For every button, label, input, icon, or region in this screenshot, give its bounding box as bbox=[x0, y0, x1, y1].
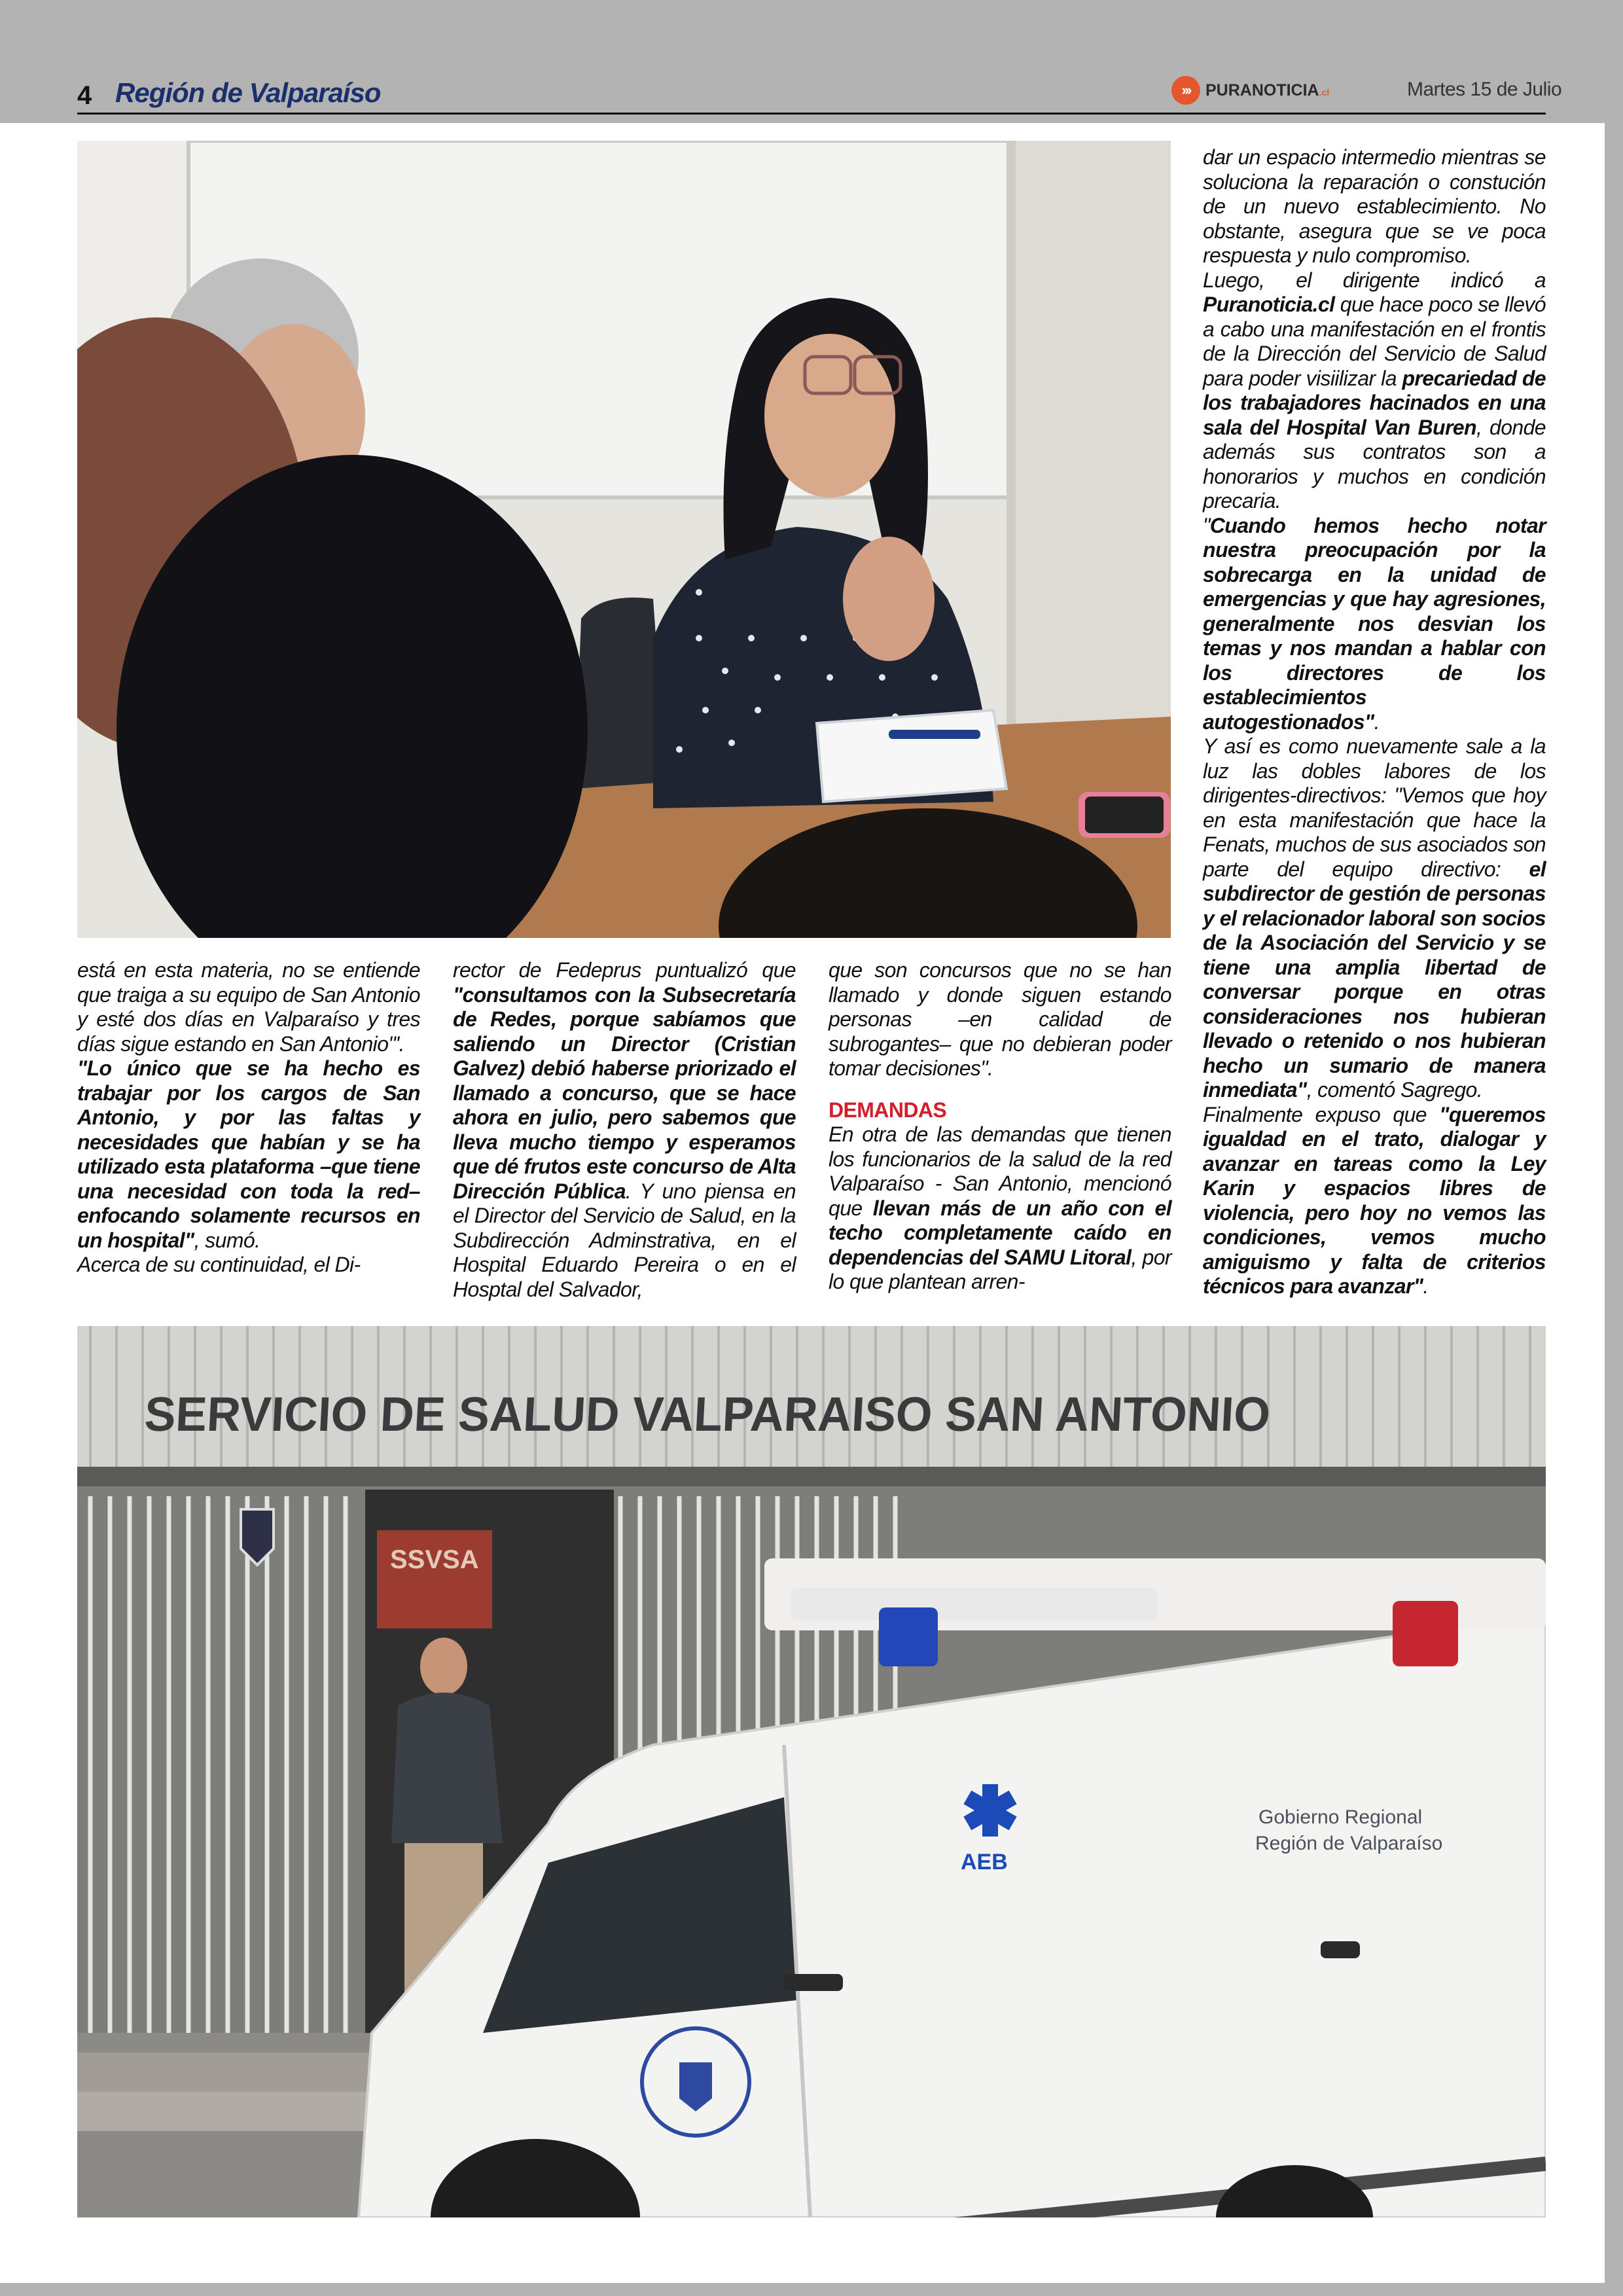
building-sign-text: SERVICIO DE SALUD VALPARAISO SAN ANTONIO bbox=[143, 1387, 1311, 1441]
article-column-right: dar un espacio intermedio mientras se soluciona la reparación o constución de un nuevo establecimiento. No obstante, asegura que se ve poca respuesta y nulo compromiso. Luego, el dirigente indicó a Puranoticia.cl que hace poco se llevó a cabo una manifestación en el frontis de la Dirección del Servicio de Salud para poder visiilizar la precariedad de los trabajadores hacinados en una sala del Hospital Van Buren, donde además sus contratos son a honorarios y muchos en condición precaria. "Cuando hemos hecho notar nuestra preocupación por la sobrecarga en la unidad de emergencias y que hay agresiones, generalmente nos desvian los temas y nos mandan a hablar con los directores de los establecimientos autogestionados". Y así es como nuevamente sale a la luz las dobles labores de los dirigentes-directivos: "Vemos que hoy en esta manifestación que hace la Fenats, muchos de sus asociados son parte del equipo directivo: el subdirector de gestión de personas y el relacionador laboral son socios de la Asociación del Servicio y se tiene una amplia libertad de conversar porque en otras consideraciones nos hubieran llevado o retenido o nos hubieran hecho un sumario de manera inmediata", comentó Sagrego. Finalmente expuso que "queremos igualdad en el trato, dialogar y avanzar en tareas como la Ley Karin y espacios libres de violencia, pero hoy no vemos las condiciones, vemos mucho amiguismo y falta de criterios técnicos para avanzar". bbox=[1203, 145, 1546, 1298]
brand-logo bbox=[1171, 76, 1329, 105]
ambulance-text-line-2: Región de Valparaíso bbox=[1255, 1833, 1443, 1854]
health-service-building-photo bbox=[77, 1326, 1546, 2217]
issue-date: Martes 15 de Julio bbox=[1407, 79, 1562, 100]
section-title: Región de Valparaíso bbox=[115, 77, 381, 108]
brand-name: PURANOTICIA.cl bbox=[1205, 81, 1330, 99]
ambulance-badge-text: AEB bbox=[961, 1850, 1008, 1874]
article-column-2: rector de Fedeprus puntualizó que "consultamos con la Subsecretaría de Redes, porque sabíamos que saliendo un Director (Cristian Galvez) debió haberse priorizado el llamado a concurso, que se hace ahora en julio, pero sabemos que lleva mucho tiempo y esperamos que dé frutos este concurso de Alta Dirección Pública. Y uno piensa en el Director del Servicio de Salud, en la Subdirección Adminstrativa, en el Hospital Eduardo Pereira o en el Hosptal del Salvador, bbox=[453, 958, 796, 1301]
subheading-demandas: DEMANDAS bbox=[829, 1098, 947, 1122]
page-number: 4 bbox=[77, 81, 92, 110]
meeting-photo bbox=[77, 141, 1171, 938]
small-sign-text: SSVSA bbox=[390, 1545, 479, 1574]
article-column-1: está en esta materia, no se entiende que traiga a su equipo de San Antonio y esté dos días en Valparaíso y tres días sigue estando en San Antonio"'. "Lo único que se ha hecho es trabajar por los cargos de San Antonio, y por las faltas y necesidades que habían y se ha utilizado esta plataforma –que tiene una necesidad con toda la red– enfocando solamente recursos en un hospital", sumó. Acerca de su continuidad, el Di- bbox=[77, 958, 420, 1276]
article-column-3: que son concursos que no se han llamado y donde siguen estando personas –en calidad de subrogantes– que no debieran poder tomar decisiones". DEMANDAS En otra de las demandas que tienen los funcionarios de la salud de la red Valparaíso - San Antonio, mencionó que llevan más de un año con el techo completamente caído en dependencias del SAMU Litoral, por lo que plantean arren- bbox=[829, 958, 1171, 1293]
play-arrows-icon: ››› bbox=[1171, 76, 1200, 105]
header-rule bbox=[77, 113, 1546, 115]
ambulance-text-line-1: Gobierno Regional bbox=[1258, 1806, 1423, 1828]
